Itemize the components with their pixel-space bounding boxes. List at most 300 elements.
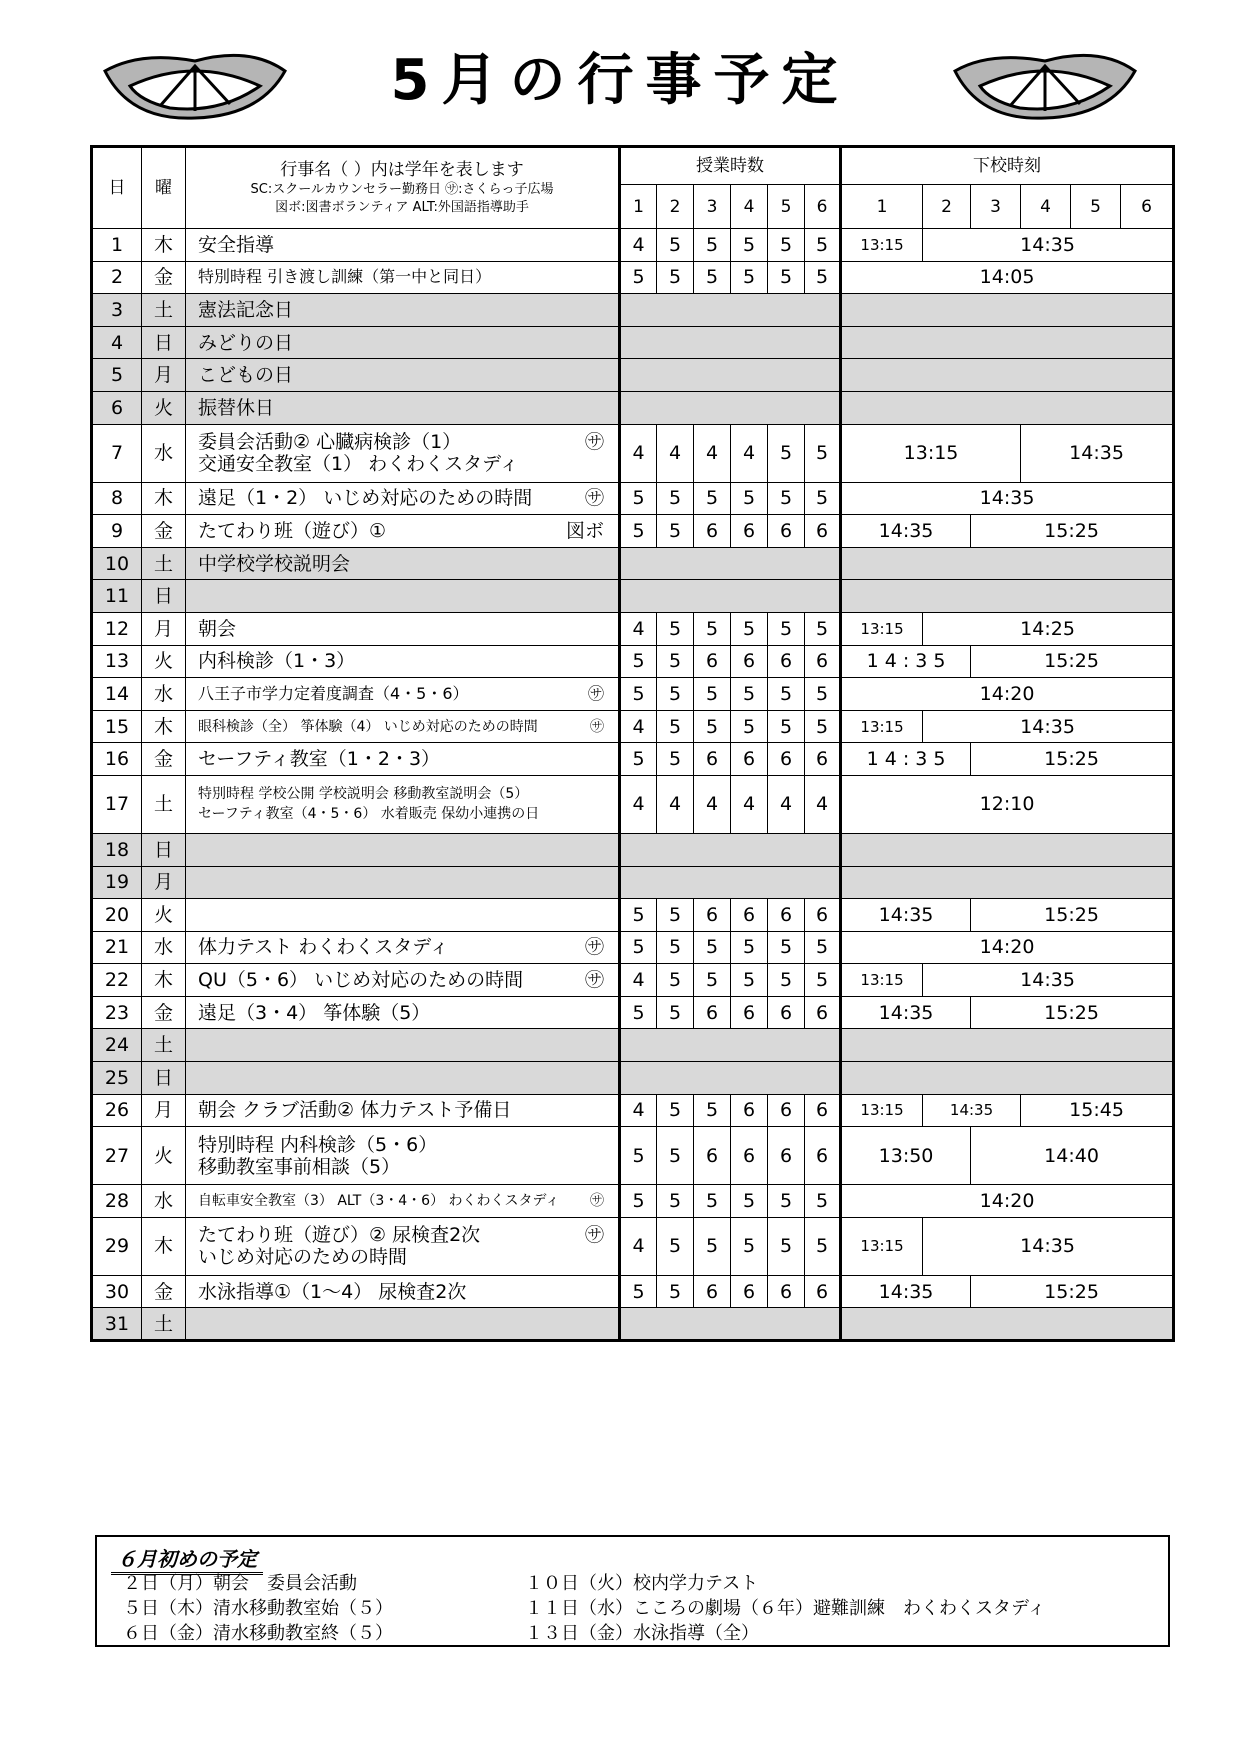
dismissal-time: 13:15	[841, 710, 923, 743]
hours-cell: 4	[620, 1217, 657, 1275]
hours-cell: 5	[768, 261, 805, 294]
hours-cell: 6	[768, 1275, 805, 1308]
day-cell: 5	[92, 359, 142, 392]
hours-cell: 5	[694, 482, 731, 515]
hours-cell: 5	[768, 678, 805, 711]
dismissal-time: 14:35	[841, 996, 971, 1029]
day-cell: 23	[92, 996, 142, 1029]
event-note: ㋚	[590, 1193, 604, 1210]
event-line: 水泳指導①（1〜4） 尿検査2次	[198, 1280, 467, 1303]
hours-cell: 6	[805, 1094, 841, 1127]
hours-cell: 5	[657, 229, 694, 262]
event-cell	[186, 1127, 620, 1185]
hours-cell: 5	[731, 710, 768, 743]
event-line: 特別時程 内科検診（5・6）	[198, 1133, 438, 1156]
table-row	[92, 580, 1174, 613]
event-line: 特別時程 学校公開 学校説明会 移動教室説明会（5）	[198, 786, 529, 803]
dismissal-time: 13:15	[841, 612, 923, 645]
hours-cell: 5	[657, 645, 694, 678]
hours-cell: 4	[657, 424, 694, 482]
table-row	[92, 612, 1174, 645]
dismissal-empty	[841, 391, 1174, 424]
schedule-table	[90, 145, 1175, 1342]
event-cell	[186, 866, 620, 899]
hours-cell: 4	[620, 612, 657, 645]
event-line: いじめ対応のための時間	[198, 1246, 408, 1269]
hours-cell: 5	[768, 710, 805, 743]
leaf-left-icon	[100, 46, 290, 126]
hours-cell: 6	[805, 1127, 841, 1185]
dismissal-empty	[841, 833, 1174, 866]
table-row	[92, 1275, 1174, 1308]
weekday-cell: 木	[142, 482, 186, 515]
event-note: ㋚	[587, 683, 604, 703]
event-cell	[186, 1275, 620, 1308]
hours-cell: 6	[731, 899, 768, 932]
hours-cell: 5	[694, 1217, 731, 1275]
weekday-cell: 月	[142, 1094, 186, 1127]
weekday-cell: 土	[142, 547, 186, 580]
dismissal-time: 1 4 : 3 5	[841, 743, 971, 776]
table-row	[92, 931, 1174, 964]
table-row	[92, 1127, 1174, 1185]
day-cell: 19	[92, 866, 142, 899]
event-cell	[186, 515, 620, 548]
dismissal-time: 15:25	[971, 899, 1174, 932]
hours-cell: 5	[657, 1185, 694, 1218]
weekday-cell: 水	[142, 678, 186, 711]
weekday-cell: 木	[142, 710, 186, 743]
event-line: 自転車安全教室（3） ALT（3・4・6） わくわくスタディ	[198, 1193, 560, 1210]
dismissal-time: 14:20	[841, 678, 1174, 711]
hours-cell: 6	[694, 645, 731, 678]
weekday-cell: 月	[142, 612, 186, 645]
hours-cell: 6	[768, 645, 805, 678]
hours-cell: 6	[731, 515, 768, 548]
weekday-cell: 日	[142, 833, 186, 866]
hours-cell: 6	[731, 645, 768, 678]
dismissal-time: 14:35	[841, 482, 1174, 515]
june-item: ６日（金）清水移動教室終（５）	[123, 1623, 393, 1644]
day-cell: 14	[92, 678, 142, 711]
hours-cell: 4	[620, 1094, 657, 1127]
event-cell	[186, 996, 620, 1029]
hours-cell: 5	[731, 1185, 768, 1218]
hours-cell: 5	[657, 931, 694, 964]
june-schedule-box	[95, 1535, 1170, 1647]
event-cell	[186, 645, 620, 678]
hours-cell: 5	[805, 1185, 841, 1218]
weekday-cell: 金	[142, 515, 186, 548]
event-cell	[186, 612, 620, 645]
hours-cell: 6	[694, 1275, 731, 1308]
event-note: ㋚	[590, 718, 604, 735]
event-cell	[186, 743, 620, 776]
table-row	[92, 996, 1174, 1029]
table-row	[92, 1062, 1174, 1095]
event-cell	[186, 710, 620, 743]
hours-cell: 6	[731, 1094, 768, 1127]
hours-empty	[620, 326, 841, 359]
hours-cell: 6	[694, 996, 731, 1029]
hours-cell: 4	[620, 710, 657, 743]
dismissal-grade: 4	[1021, 185, 1071, 229]
event-line: こどもの日	[198, 364, 294, 387]
dismissal-time: 15:25	[971, 645, 1174, 678]
event-cell	[186, 547, 620, 580]
weekday-cell: 月	[142, 866, 186, 899]
hours-cell: 6	[768, 996, 805, 1029]
hours-cell: 6	[805, 1275, 841, 1308]
hours-cell: 5	[694, 964, 731, 997]
hours-cell: 5	[731, 931, 768, 964]
event-line: たてわり班（遊び）①	[198, 519, 387, 542]
event-line: セーフティ教室（1・2・3）	[198, 748, 441, 771]
hours-cell: 5	[768, 424, 805, 482]
event-line: たてわり班（遊び）② 尿検査2次	[198, 1224, 481, 1247]
hours-cell: 5	[620, 482, 657, 515]
table-row	[92, 1094, 1174, 1127]
dismissal-empty	[841, 547, 1174, 580]
event-line: 振替休日	[198, 396, 275, 419]
hours-cell: 5	[805, 931, 841, 964]
table-row	[92, 424, 1174, 482]
hours-cell: 5	[657, 612, 694, 645]
event-line: 眼科検診（全） 筝体験（4） いじめ対応のための時間	[198, 718, 538, 735]
table-row	[92, 229, 1174, 262]
hours-grade: 3	[694, 185, 731, 229]
event-cell	[186, 229, 620, 262]
table-row	[92, 1185, 1174, 1218]
table-row	[92, 645, 1174, 678]
hours-cell: 4	[657, 775, 694, 833]
hours-cell: 5	[768, 612, 805, 645]
table-row	[92, 743, 1174, 776]
dismissal-time: 14:35	[923, 710, 1174, 743]
day-cell: 22	[92, 964, 142, 997]
dismissal-grade: 6	[1121, 185, 1174, 229]
event-line: 憲法記念日	[198, 298, 294, 321]
day-cell: 13	[92, 645, 142, 678]
hours-cell: 6	[694, 515, 731, 548]
hours-cell: 4	[694, 424, 731, 482]
hours-cell: 4	[694, 775, 731, 833]
dismissal-time: 14:40	[971, 1127, 1174, 1185]
hours-cell: 5	[768, 964, 805, 997]
dismissal-grade: 5	[1071, 185, 1121, 229]
hours-cell: 5	[620, 931, 657, 964]
dismissal-time: 14:35	[841, 899, 971, 932]
hours-cell: 5	[731, 612, 768, 645]
dismissal-empty	[841, 294, 1174, 327]
dismissal-time: 14:35	[1021, 424, 1174, 482]
hours-cell: 5	[657, 899, 694, 932]
event-cell	[186, 775, 620, 833]
hours-cell: 6	[731, 1275, 768, 1308]
dismissal-empty	[841, 1062, 1174, 1095]
day-cell: 16	[92, 743, 142, 776]
hours-empty	[620, 294, 841, 327]
title-banner	[0, 40, 1241, 130]
hours-empty	[620, 1308, 841, 1341]
dismissal-empty	[841, 359, 1174, 392]
day-cell: 15	[92, 710, 142, 743]
hours-cell: 5	[768, 1217, 805, 1275]
event-line: 八王子市学力定着度調査（4・5・6）	[198, 683, 469, 703]
hours-cell: 5	[694, 1185, 731, 1218]
event-line: 安全指導	[198, 233, 275, 256]
day-cell: 1	[92, 229, 142, 262]
hours-cell: 5	[805, 1217, 841, 1275]
hours-empty	[620, 1062, 841, 1095]
dismissal-time: 14:35	[923, 964, 1174, 997]
dismissal-time: 13:15	[841, 1217, 923, 1275]
dismissal-time: 13:15	[841, 964, 923, 997]
weekday-cell: 木	[142, 1217, 186, 1275]
weekday-cell: 土	[142, 1029, 186, 1062]
event-cell	[186, 580, 620, 613]
hours-cell: 5	[620, 1127, 657, 1185]
dismissal-time: 13:15	[841, 1094, 923, 1127]
hours-cell: 5	[620, 899, 657, 932]
june-title: ６月初めの予定	[111, 1543, 263, 1575]
weekday-cell: 金	[142, 261, 186, 294]
dismissal-time: 14:05	[841, 261, 1174, 294]
hours-cell: 5	[731, 964, 768, 997]
dismissal-time: 15:25	[971, 743, 1174, 776]
hours-cell: 5	[620, 261, 657, 294]
hours-cell: 6	[805, 515, 841, 548]
event-cell	[186, 833, 620, 866]
hours-cell: 4	[731, 775, 768, 833]
june-item: ５日（木）清水移動教室始（５）	[123, 1598, 393, 1619]
table-row	[92, 1217, 1174, 1275]
hours-cell: 5	[694, 229, 731, 262]
header-event-title: 行事名（ ）内は学年を表します	[280, 160, 524, 180]
hours-cell: 5	[805, 482, 841, 515]
event-cell	[186, 326, 620, 359]
event-cell	[186, 261, 620, 294]
dismissal-time: 14:35	[923, 1094, 1021, 1127]
hours-cell: 5	[805, 612, 841, 645]
day-cell: 27	[92, 1127, 142, 1185]
hours-cell: 5	[620, 645, 657, 678]
hours-cell: 5	[657, 996, 694, 1029]
hours-cell: 4	[620, 964, 657, 997]
hours-cell: 5	[805, 261, 841, 294]
event-cell	[186, 964, 620, 997]
event-cell	[186, 391, 620, 424]
header-day: 日	[92, 147, 142, 229]
hours-cell: 5	[731, 229, 768, 262]
hours-cell: 5	[768, 229, 805, 262]
event-note: 図ボ	[565, 519, 604, 542]
event-note: ㋚	[584, 936, 604, 959]
event-line: 朝会 クラブ活動② 体力テスト予備日	[198, 1099, 512, 1122]
day-cell: 31	[92, 1308, 142, 1341]
hours-cell: 5	[805, 424, 841, 482]
hours-cell: 6	[694, 899, 731, 932]
hours-cell: 6	[768, 1127, 805, 1185]
hours-cell: 6	[694, 743, 731, 776]
hours-cell: 5	[620, 1275, 657, 1308]
hours-cell: 6	[768, 899, 805, 932]
weekday-cell: 火	[142, 645, 186, 678]
hours-grade: 2	[657, 185, 694, 229]
day-cell: 10	[92, 547, 142, 580]
day-cell: 18	[92, 833, 142, 866]
day-cell: 2	[92, 261, 142, 294]
hours-cell: 5	[657, 515, 694, 548]
hours-cell: 5	[805, 964, 841, 997]
table-row	[92, 866, 1174, 899]
weekday-cell: 水	[142, 931, 186, 964]
hours-cell: 6	[805, 645, 841, 678]
table-row	[92, 1029, 1174, 1062]
hours-cell: 4	[620, 229, 657, 262]
table-row	[92, 391, 1174, 424]
hours-cell: 5	[694, 612, 731, 645]
dismissal-time: 15:45	[1021, 1094, 1174, 1127]
dismissal-time: 14:20	[841, 931, 1174, 964]
header-weekday: 曜	[142, 147, 186, 229]
hours-cell: 5	[620, 1185, 657, 1218]
dismissal-time: 13:15	[841, 424, 1021, 482]
event-line: 移動教室事前相談（5）	[198, 1155, 401, 1178]
dismissal-time: 14:35	[841, 1275, 971, 1308]
day-cell: 24	[92, 1029, 142, 1062]
day-cell: 12	[92, 612, 142, 645]
event-cell	[186, 1094, 620, 1127]
day-cell: 4	[92, 326, 142, 359]
dismissal-time: 14:35	[923, 229, 1174, 262]
hours-cell: 4	[768, 775, 805, 833]
event-cell	[186, 899, 620, 932]
hours-empty	[620, 866, 841, 899]
hours-grade: 5	[768, 185, 805, 229]
hours-cell: 5	[731, 1217, 768, 1275]
hours-cell: 5	[657, 482, 694, 515]
dismissal-time: 14:35	[841, 515, 971, 548]
hours-cell: 5	[657, 964, 694, 997]
dismissal-grade: 3	[971, 185, 1021, 229]
day-cell: 6	[92, 391, 142, 424]
weekday-cell: 金	[142, 996, 186, 1029]
header-event-note2: 図ボ:図書ボランティア ALT:外国語指導助手	[275, 200, 529, 215]
table-row	[92, 833, 1174, 866]
dismissal-time: 15:25	[971, 996, 1174, 1029]
event-note: ㋚	[584, 969, 604, 992]
weekday-cell: 土	[142, 775, 186, 833]
table-row	[92, 261, 1174, 294]
weekday-cell: 日	[142, 326, 186, 359]
event-cell	[186, 482, 620, 515]
event-cell	[186, 424, 620, 482]
event-note: ㋚	[584, 487, 604, 510]
table-row	[92, 547, 1174, 580]
weekday-cell: 日	[142, 1062, 186, 1095]
june-item: １０日（火）校内学力テスト	[525, 1573, 759, 1594]
hours-cell: 5	[657, 1217, 694, 1275]
day-cell: 3	[92, 294, 142, 327]
day-cell: 7	[92, 424, 142, 482]
event-line: 遠足（1・2） いじめ対応のための時間	[198, 487, 533, 510]
day-cell: 17	[92, 775, 142, 833]
hours-cell: 6	[731, 743, 768, 776]
hours-cell: 5	[620, 996, 657, 1029]
hours-empty	[620, 580, 841, 613]
day-cell: 28	[92, 1185, 142, 1218]
hours-empty	[620, 391, 841, 424]
hours-cell: 6	[768, 743, 805, 776]
event-line: 委員会活動② 心臓病検診（1）	[198, 431, 462, 454]
event-cell	[186, 678, 620, 711]
hours-cell: 6	[694, 1127, 731, 1185]
hours-empty	[620, 359, 841, 392]
event-cell	[186, 1062, 620, 1095]
dismissal-grade: 2	[923, 185, 971, 229]
dismissal-empty	[841, 580, 1174, 613]
hours-cell: 5	[694, 710, 731, 743]
hours-cell: 5	[694, 1094, 731, 1127]
day-cell: 26	[92, 1094, 142, 1127]
event-cell	[186, 1308, 620, 1341]
hours-cell: 4	[731, 424, 768, 482]
event-line: 内科検診（1・3）	[198, 650, 356, 673]
dismissal-time: 14:35	[923, 1217, 1174, 1275]
table-row	[92, 294, 1174, 327]
event-cell	[186, 359, 620, 392]
event-line: 特別時程 引き渡し訓練（第一中と同日）	[198, 267, 492, 287]
dismissal-time: 12:10	[841, 775, 1174, 833]
hours-cell: 5	[620, 678, 657, 711]
dismissal-grade: 1	[841, 185, 923, 229]
june-left-column	[123, 1571, 393, 1646]
weekday-cell: 水	[142, 424, 186, 482]
hours-cell: 6	[731, 1127, 768, 1185]
hours-grade: 6	[805, 185, 841, 229]
hours-cell: 5	[731, 482, 768, 515]
table-row	[92, 775, 1174, 833]
day-cell: 11	[92, 580, 142, 613]
hours-empty	[620, 833, 841, 866]
table-row	[92, 678, 1174, 711]
hours-grade: 4	[731, 185, 768, 229]
dismissal-empty	[841, 1308, 1174, 1341]
dismissal-empty	[841, 1029, 1174, 1062]
hours-cell: 5	[805, 229, 841, 262]
table-row	[92, 964, 1174, 997]
hours-cell: 5	[768, 1185, 805, 1218]
weekday-cell: 水	[142, 1185, 186, 1218]
day-cell: 9	[92, 515, 142, 548]
hours-empty	[620, 547, 841, 580]
hours-cell: 5	[620, 743, 657, 776]
hours-cell: 5	[731, 678, 768, 711]
hours-cell: 6	[805, 899, 841, 932]
header-event-note1: SC:スクールカウンセラー勤務日 ㋚:さくらっ子広場	[250, 182, 554, 197]
hours-grade: 1	[620, 185, 657, 229]
event-line: 交通安全教室（1） わくわくスタディ	[198, 453, 519, 476]
table-row	[92, 1308, 1174, 1341]
weekday-cell: 火	[142, 1127, 186, 1185]
day-cell: 25	[92, 1062, 142, 1095]
event-line: 中学校学校説明会	[198, 552, 351, 575]
dismissal-time: 1 4 : 3 5	[841, 645, 971, 678]
event-line: 朝会	[198, 617, 237, 640]
event-line: セーフティ教室（4・5・6） 水着販売 保幼小連携の日	[198, 806, 540, 823]
event-cell	[186, 1029, 620, 1062]
